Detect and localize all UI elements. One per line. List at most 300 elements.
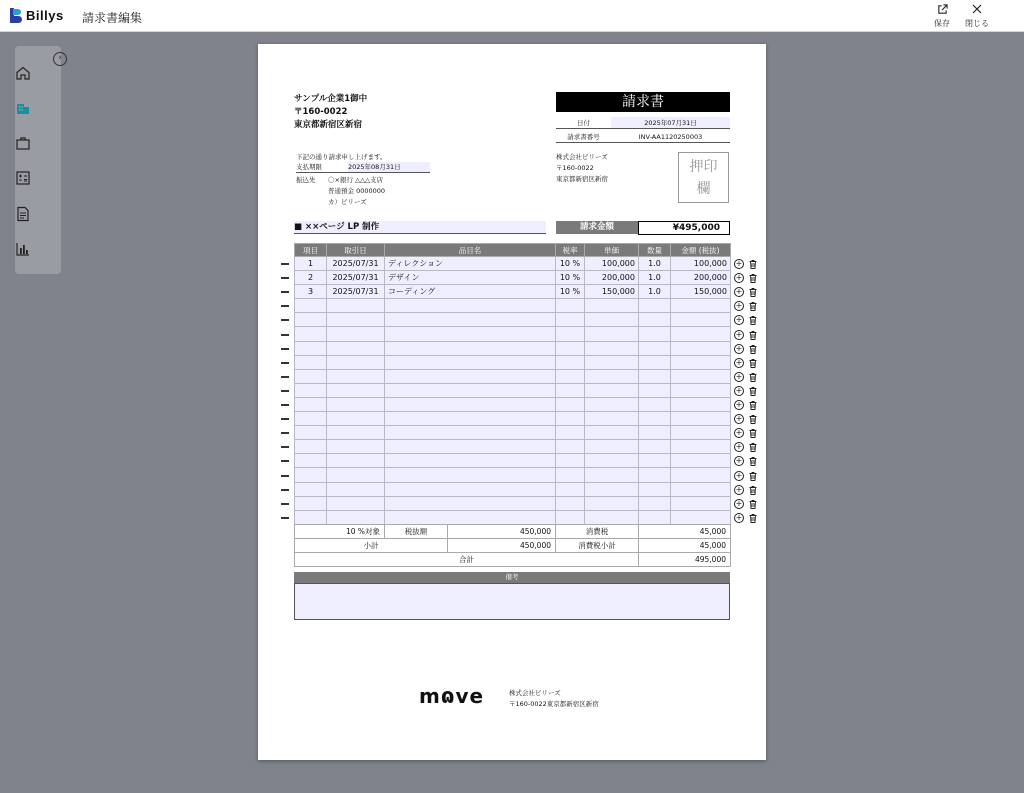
- item-price-cell[interactable]: [585, 299, 639, 313]
- drag-handle-icon[interactable]: [281, 362, 289, 364]
- item-qty-cell[interactable]: 1.0: [639, 285, 671, 299]
- item-name-cell[interactable]: コーディング: [385, 285, 556, 299]
- trash-icon[interactable]: [748, 456, 758, 466]
- table-row[interactable]: [295, 327, 731, 341]
- table-row[interactable]: [295, 482, 731, 496]
- footer-company: 株式会社ビリーズ: [509, 689, 561, 697]
- item-tax-cell[interactable]: [556, 426, 585, 440]
- add-row-icon[interactable]: +: [735, 273, 743, 283]
- item-price-cell[interactable]: [585, 313, 639, 327]
- grand-total-label: 合計: [295, 553, 639, 567]
- item-price-cell[interactable]: 200,000: [585, 271, 639, 285]
- notice-text: 下記の通り請求申し上げます。: [296, 153, 387, 161]
- summary-row: [295, 539, 731, 553]
- invoice-number-row[interactable]: [556, 131, 730, 143]
- item-name-cell[interactable]: [385, 468, 556, 482]
- add-row-icon[interactable]: +: [735, 498, 743, 508]
- table-row[interactable]: [295, 454, 731, 468]
- drag-handle-icon[interactable]: [281, 489, 289, 491]
- add-row-icon[interactable]: +: [735, 414, 743, 424]
- brand-logo[interactable]: [10, 8, 64, 23]
- item-no-cell[interactable]: [295, 468, 327, 482]
- table-row[interactable]: [295, 383, 731, 397]
- footer-logo: mɷve: [419, 684, 485, 708]
- item-no-cell[interactable]: [295, 426, 327, 440]
- trash-icon[interactable]: [748, 372, 758, 382]
- drag-handle-icon[interactable]: [281, 263, 289, 265]
- total-label: 請求金額: [556, 221, 638, 234]
- item-date-cell[interactable]: [327, 355, 385, 369]
- item-date-cell[interactable]: [327, 369, 385, 383]
- item-date-cell[interactable]: [327, 454, 385, 468]
- billys-logo-icon: [10, 8, 22, 23]
- col-header: 単価: [585, 244, 639, 257]
- item-price-cell[interactable]: [585, 341, 639, 355]
- stamp-box: [678, 152, 729, 203]
- item-amount-cell[interactable]: [671, 468, 731, 482]
- item-qty-cell[interactable]: [639, 426, 671, 440]
- brand-name: Billys: [26, 8, 64, 23]
- item-no-cell[interactable]: 3: [295, 285, 327, 299]
- add-row-icon[interactable]: +: [735, 428, 743, 438]
- save-label: 保存: [934, 19, 950, 28]
- item-price-cell[interactable]: [585, 383, 639, 397]
- pretax-value: 450,000: [448, 525, 556, 539]
- item-amount-cell[interactable]: [671, 426, 731, 440]
- item-no-cell[interactable]: [295, 496, 327, 510]
- add-row-icon[interactable]: +: [735, 400, 743, 409]
- row-actions: [734, 272, 760, 284]
- subject-field[interactable]: ■ ××ページ LP 制作: [294, 221, 546, 234]
- row-actions: [734, 329, 760, 341]
- col-header: 数量: [639, 244, 671, 257]
- table-row[interactable]: [295, 299, 731, 313]
- client-address: 東京都新宿区新宿: [294, 120, 363, 130]
- trash-icon[interactable]: [748, 330, 758, 340]
- item-price-cell[interactable]: [585, 482, 639, 496]
- item-price-cell[interactable]: [585, 369, 639, 383]
- item-amount-cell[interactable]: [671, 299, 731, 313]
- drag-handle-icon[interactable]: [281, 305, 289, 307]
- trash-icon[interactable]: [748, 301, 758, 311]
- invoice-number-value[interactable]: INV-AA1120250003: [611, 131, 730, 142]
- item-tax-cell[interactable]: [556, 412, 585, 426]
- item-qty-cell[interactable]: [639, 383, 671, 397]
- item-tax-cell[interactable]: [556, 341, 585, 355]
- item-qty-cell[interactable]: 1.0: [639, 257, 671, 271]
- item-amount-cell[interactable]: [671, 496, 731, 510]
- table-row[interactable]: [295, 440, 731, 454]
- due-value[interactable]: 2025年08月31日: [348, 162, 430, 172]
- item-price-cell[interactable]: [585, 355, 639, 369]
- item-no-cell[interactable]: [295, 440, 327, 454]
- trash-icon[interactable]: [748, 315, 758, 325]
- stamp-text: 欄: [696, 181, 711, 197]
- item-name-cell[interactable]: デザイン: [385, 271, 556, 285]
- item-amount-cell[interactable]: [671, 397, 731, 411]
- item-name-cell[interactable]: [385, 510, 556, 524]
- item-tax-cell[interactable]: [556, 397, 585, 411]
- item-name-cell[interactable]: [385, 299, 556, 313]
- invoice-title: 請求書: [556, 92, 730, 112]
- add-row-icon[interactable]: +: [735, 371, 743, 381]
- table-row[interactable]: [295, 496, 731, 510]
- drag-handle-icon[interactable]: [281, 432, 289, 434]
- item-no-cell[interactable]: 1: [295, 257, 327, 271]
- tax-subtotal-value: 45,000: [639, 539, 731, 553]
- item-name-cell[interactable]: [385, 355, 556, 369]
- item-no-cell[interactable]: [295, 383, 327, 397]
- close-label: 閉じる: [965, 19, 989, 28]
- item-no-cell[interactable]: [295, 369, 327, 383]
- date-row[interactable]: [556, 117, 730, 129]
- add-row-icon[interactable]: +: [735, 329, 743, 339]
- item-tax-cell[interactable]: [556, 496, 585, 510]
- item-tax-cell[interactable]: [556, 327, 585, 341]
- trash-icon[interactable]: [748, 287, 758, 297]
- drag-handle-icon[interactable]: [281, 460, 289, 462]
- item-date-cell[interactable]: [327, 426, 385, 440]
- add-row-icon[interactable]: +: [735, 470, 743, 480]
- item-date-cell[interactable]: 2025/07/31: [327, 271, 385, 285]
- item-date-cell[interactable]: [327, 383, 385, 397]
- remarks-field[interactable]: [294, 583, 730, 620]
- item-no-cell[interactable]: [295, 341, 327, 355]
- tax-value: 45,000: [639, 525, 731, 539]
- trash-icon[interactable]: [748, 414, 758, 424]
- col-header: 税率: [556, 244, 585, 257]
- item-amount-cell[interactable]: [671, 510, 731, 524]
- item-price-cell[interactable]: [585, 440, 639, 454]
- drag-handle-icon[interactable]: [281, 517, 289, 519]
- item-qty-cell[interactable]: [639, 397, 671, 411]
- item-tax-cell[interactable]: [556, 482, 585, 496]
- sidebar-item-reports[interactable]: [15, 241, 31, 257]
- item-date-cell[interactable]: [327, 327, 385, 341]
- item-name-cell[interactable]: [385, 313, 556, 327]
- item-name-cell[interactable]: [385, 454, 556, 468]
- sidebar-item-calc[interactable]: [15, 170, 31, 186]
- item-qty-cell[interactable]: [639, 468, 671, 482]
- item-qty-cell[interactable]: [639, 313, 671, 327]
- item-tax-cell[interactable]: [556, 369, 585, 383]
- row-actions: [734, 286, 760, 298]
- item-tax-cell[interactable]: [556, 440, 585, 454]
- sidebar-item-home[interactable]: [15, 65, 31, 81]
- item-date-cell[interactable]: [327, 510, 385, 524]
- item-tax-cell[interactable]: [556, 454, 585, 468]
- trash-icon[interactable]: [748, 400, 758, 410]
- item-qty-cell[interactable]: [639, 355, 671, 369]
- summary-table: [294, 524, 731, 567]
- item-qty-cell[interactable]: [639, 341, 671, 355]
- item-no-cell[interactable]: [295, 510, 327, 524]
- row-actions: [734, 455, 760, 467]
- item-amount-cell[interactable]: 100,000: [671, 257, 731, 271]
- row-actions: [734, 385, 760, 397]
- item-tax-cell[interactable]: [556, 383, 585, 397]
- item-price-cell[interactable]: [585, 510, 639, 524]
- add-row-icon[interactable]: +: [735, 385, 743, 395]
- drag-handle-icon[interactable]: [281, 475, 289, 477]
- item-tax-cell[interactable]: [556, 510, 585, 524]
- item-amount-cell[interactable]: [671, 341, 731, 355]
- add-row-icon[interactable]: +: [735, 442, 743, 452]
- document-icon: [15, 206, 31, 222]
- table-row[interactable]: [295, 285, 731, 299]
- tax-target-label: 10 %対象: [295, 525, 385, 539]
- item-no-cell[interactable]: [295, 299, 327, 313]
- row-actions: [734, 427, 760, 439]
- table-row[interactable]: [295, 313, 731, 327]
- trash-icon[interactable]: [748, 344, 758, 354]
- sidebar-toggle-icon[interactable]: ›: [53, 52, 67, 66]
- item-no-cell[interactable]: [295, 313, 327, 327]
- item-name-cell[interactable]: [385, 341, 556, 355]
- summary-row: [295, 525, 731, 539]
- row-actions: [734, 399, 760, 411]
- item-amount-cell[interactable]: 150,000: [671, 285, 731, 299]
- drag-handle-icon[interactable]: [281, 277, 289, 279]
- drag-handle-icon[interactable]: [281, 404, 289, 406]
- subtotal-value: 450,000: [448, 539, 556, 553]
- item-qty-cell[interactable]: [639, 454, 671, 468]
- row-actions: [734, 371, 760, 383]
- row-actions: [734, 357, 760, 369]
- drag-handle-icon[interactable]: [281, 291, 289, 293]
- date-value[interactable]: 2025年07月31日: [611, 117, 730, 128]
- item-qty-cell[interactable]: [639, 482, 671, 496]
- trash-icon[interactable]: [748, 513, 758, 523]
- bank-label: 振込先: [296, 176, 316, 184]
- item-amount-cell[interactable]: [671, 482, 731, 496]
- add-row-icon[interactable]: +: [735, 287, 743, 297]
- item-date-cell[interactable]: [327, 299, 385, 313]
- item-date-cell[interactable]: [327, 440, 385, 454]
- drag-handle-icon[interactable]: [281, 390, 289, 392]
- item-tax-cell[interactable]: [556, 468, 585, 482]
- item-no-cell[interactable]: [295, 412, 327, 426]
- bank-line: 〇×銀行 △△△支店: [328, 176, 384, 184]
- item-qty-cell[interactable]: [639, 496, 671, 510]
- item-qty-cell[interactable]: [639, 299, 671, 313]
- add-row-icon[interactable]: +: [735, 456, 743, 466]
- item-name-cell[interactable]: [385, 426, 556, 440]
- row-actions: [734, 484, 760, 496]
- item-price-cell[interactable]: [585, 468, 639, 482]
- item-name-cell[interactable]: [385, 482, 556, 496]
- issuer-block[interactable]: [556, 152, 608, 185]
- building-icon: [15, 100, 31, 116]
- item-amount-cell[interactable]: [671, 454, 731, 468]
- add-row-icon[interactable]: +: [735, 301, 743, 311]
- item-price-cell[interactable]: [585, 496, 639, 510]
- page-title: 請求書編集: [82, 11, 143, 25]
- item-price-cell[interactable]: [585, 412, 639, 426]
- invoice-number-label: 請求書番号: [567, 133, 600, 141]
- row-actions: [734, 413, 760, 425]
- sidebar-item-documents[interactable]: [15, 206, 31, 222]
- client-block[interactable]: [294, 93, 367, 132]
- drag-handle-icon[interactable]: [281, 446, 289, 448]
- chart-icon: [15, 241, 31, 257]
- row-actions: [734, 300, 760, 312]
- due-label: 支払期限: [296, 163, 322, 171]
- item-qty-cell[interactable]: [639, 440, 671, 454]
- item-price-cell[interactable]: [585, 327, 639, 341]
- item-price-cell[interactable]: 150,000: [585, 285, 639, 299]
- item-tax-cell[interactable]: [556, 313, 585, 327]
- table-row[interactable]: [295, 355, 731, 369]
- item-date-cell[interactable]: [327, 313, 385, 327]
- item-amount-cell[interactable]: [671, 383, 731, 397]
- item-no-cell[interactable]: 2: [295, 271, 327, 285]
- table-row[interactable]: [295, 397, 731, 411]
- add-row-icon[interactable]: +: [735, 259, 743, 268]
- client-postal: 〒160-0022: [294, 107, 348, 117]
- add-row-icon[interactable]: +: [735, 343, 743, 353]
- col-header: 取引日: [327, 244, 385, 257]
- items-table: [294, 243, 731, 525]
- table-row[interactable]: [295, 468, 731, 482]
- close-icon: [962, 4, 992, 18]
- item-tax-cell[interactable]: [556, 355, 585, 369]
- footer-address: 〒160-0022東京都新宿区新宿: [509, 700, 599, 708]
- sidebar-item-company[interactable]: [15, 100, 31, 116]
- item-no-cell[interactable]: [295, 397, 327, 411]
- item-qty-cell[interactable]: 1.0: [639, 271, 671, 285]
- item-amount-cell[interactable]: [671, 369, 731, 383]
- calculator-icon: [15, 170, 31, 186]
- table-row[interactable]: [295, 369, 731, 383]
- item-qty-cell[interactable]: [639, 369, 671, 383]
- item-no-cell[interactable]: [295, 454, 327, 468]
- due-date-row[interactable]: [296, 162, 430, 173]
- trash-icon[interactable]: [748, 358, 758, 368]
- footer-address-block: [509, 688, 599, 710]
- drag-handle-icon[interactable]: [281, 503, 289, 505]
- item-name-cell[interactable]: [385, 397, 556, 411]
- trash-icon[interactable]: [748, 485, 758, 495]
- col-header: 項目: [295, 244, 327, 257]
- item-date-cell[interactable]: [327, 496, 385, 510]
- trash-icon[interactable]: [748, 259, 758, 269]
- drag-handle-icon[interactable]: [281, 376, 289, 378]
- item-name-cell[interactable]: ディレクション: [385, 257, 556, 271]
- trash-icon[interactable]: [748, 442, 758, 452]
- item-tax-cell[interactable]: 10 %: [556, 271, 585, 285]
- trash-icon[interactable]: [748, 386, 758, 396]
- item-name-cell[interactable]: [385, 383, 556, 397]
- row-actions: [734, 498, 760, 510]
- item-qty-cell[interactable]: [639, 327, 671, 341]
- drag-handle-icon[interactable]: [281, 319, 289, 321]
- item-date-cell[interactable]: 2025/07/31: [327, 257, 385, 271]
- invoice-document: [258, 44, 766, 760]
- trash-icon[interactable]: [748, 471, 758, 481]
- date-label: 日付: [577, 119, 590, 127]
- item-date-cell[interactable]: [327, 397, 385, 411]
- subtotal-label: 小計: [295, 539, 448, 553]
- item-price-cell[interactable]: 100,000: [585, 257, 639, 271]
- item-date-cell[interactable]: [327, 341, 385, 355]
- tax-subtotal-label: 消費税小計: [556, 539, 639, 553]
- total-amount: ¥495,000: [638, 221, 730, 235]
- table-row[interactable]: [295, 257, 731, 271]
- sidebar-item-work[interactable]: [15, 135, 31, 151]
- table-row[interactable]: [295, 271, 731, 285]
- row-actions: [734, 441, 760, 453]
- add-row-icon[interactable]: +: [735, 512, 743, 522]
- item-price-cell[interactable]: [585, 426, 639, 440]
- table-row[interactable]: [295, 510, 731, 524]
- drag-handle-icon[interactable]: [281, 334, 289, 336]
- col-header: 金額 (税抜): [671, 244, 731, 257]
- client-name: サンプル企業1御中: [294, 94, 368, 104]
- item-no-cell[interactable]: [295, 482, 327, 496]
- close-button[interactable]: [962, 4, 992, 30]
- table-row[interactable]: [295, 412, 731, 426]
- add-row-icon[interactable]: +: [735, 315, 743, 325]
- item-amount-cell[interactable]: 200,000: [671, 271, 731, 285]
- item-name-cell[interactable]: [385, 327, 556, 341]
- trash-icon[interactable]: [748, 499, 758, 509]
- item-amount-cell[interactable]: [671, 412, 731, 426]
- summary-row: [295, 553, 731, 567]
- item-amount-cell[interactable]: [671, 313, 731, 327]
- item-name-cell[interactable]: [385, 496, 556, 510]
- trash-icon[interactable]: [748, 273, 758, 283]
- drag-handle-icon[interactable]: [281, 418, 289, 420]
- item-date-cell[interactable]: [327, 412, 385, 426]
- table-row[interactable]: [295, 341, 731, 355]
- item-date-cell[interactable]: [327, 482, 385, 496]
- issuer-postal: 〒160-0022: [556, 164, 594, 172]
- trash-icon[interactable]: [748, 428, 758, 438]
- item-qty-cell[interactable]: [639, 412, 671, 426]
- item-qty-cell[interactable]: [639, 510, 671, 524]
- item-amount-cell[interactable]: [671, 440, 731, 454]
- external-save-icon: [927, 4, 957, 18]
- item-no-cell[interactable]: [295, 355, 327, 369]
- item-date-cell[interactable]: [327, 468, 385, 482]
- item-name-cell[interactable]: [385, 440, 556, 454]
- item-price-cell[interactable]: [585, 454, 639, 468]
- issuer-address: 東京都新宿区新宿: [556, 175, 608, 183]
- item-amount-cell[interactable]: [671, 355, 731, 369]
- home-icon: [15, 65, 31, 81]
- items-header-row: [295, 244, 731, 257]
- item-price-cell[interactable]: [585, 397, 639, 411]
- item-tax-cell[interactable]: [556, 299, 585, 313]
- tax-label: 消費税: [556, 525, 639, 539]
- table-row[interactable]: [295, 426, 731, 440]
- row-actions: [734, 512, 760, 524]
- item-date-cell[interactable]: 2025/07/31: [327, 285, 385, 299]
- item-amount-cell[interactable]: [671, 327, 731, 341]
- issuer-name: 株式会社ビリーズ: [556, 153, 608, 161]
- item-no-cell[interactable]: [295, 327, 327, 341]
- add-row-icon[interactable]: +: [735, 357, 743, 367]
- row-actions: [734, 343, 760, 355]
- drag-handle-icon[interactable]: [281, 348, 289, 350]
- add-row-icon[interactable]: +: [735, 484, 743, 494]
- item-name-cell[interactable]: [385, 412, 556, 426]
- item-name-cell[interactable]: [385, 369, 556, 383]
- item-tax-cell[interactable]: 10 %: [556, 285, 585, 299]
- save-button[interactable]: [927, 4, 957, 30]
- item-tax-cell[interactable]: 10 %: [556, 257, 585, 271]
